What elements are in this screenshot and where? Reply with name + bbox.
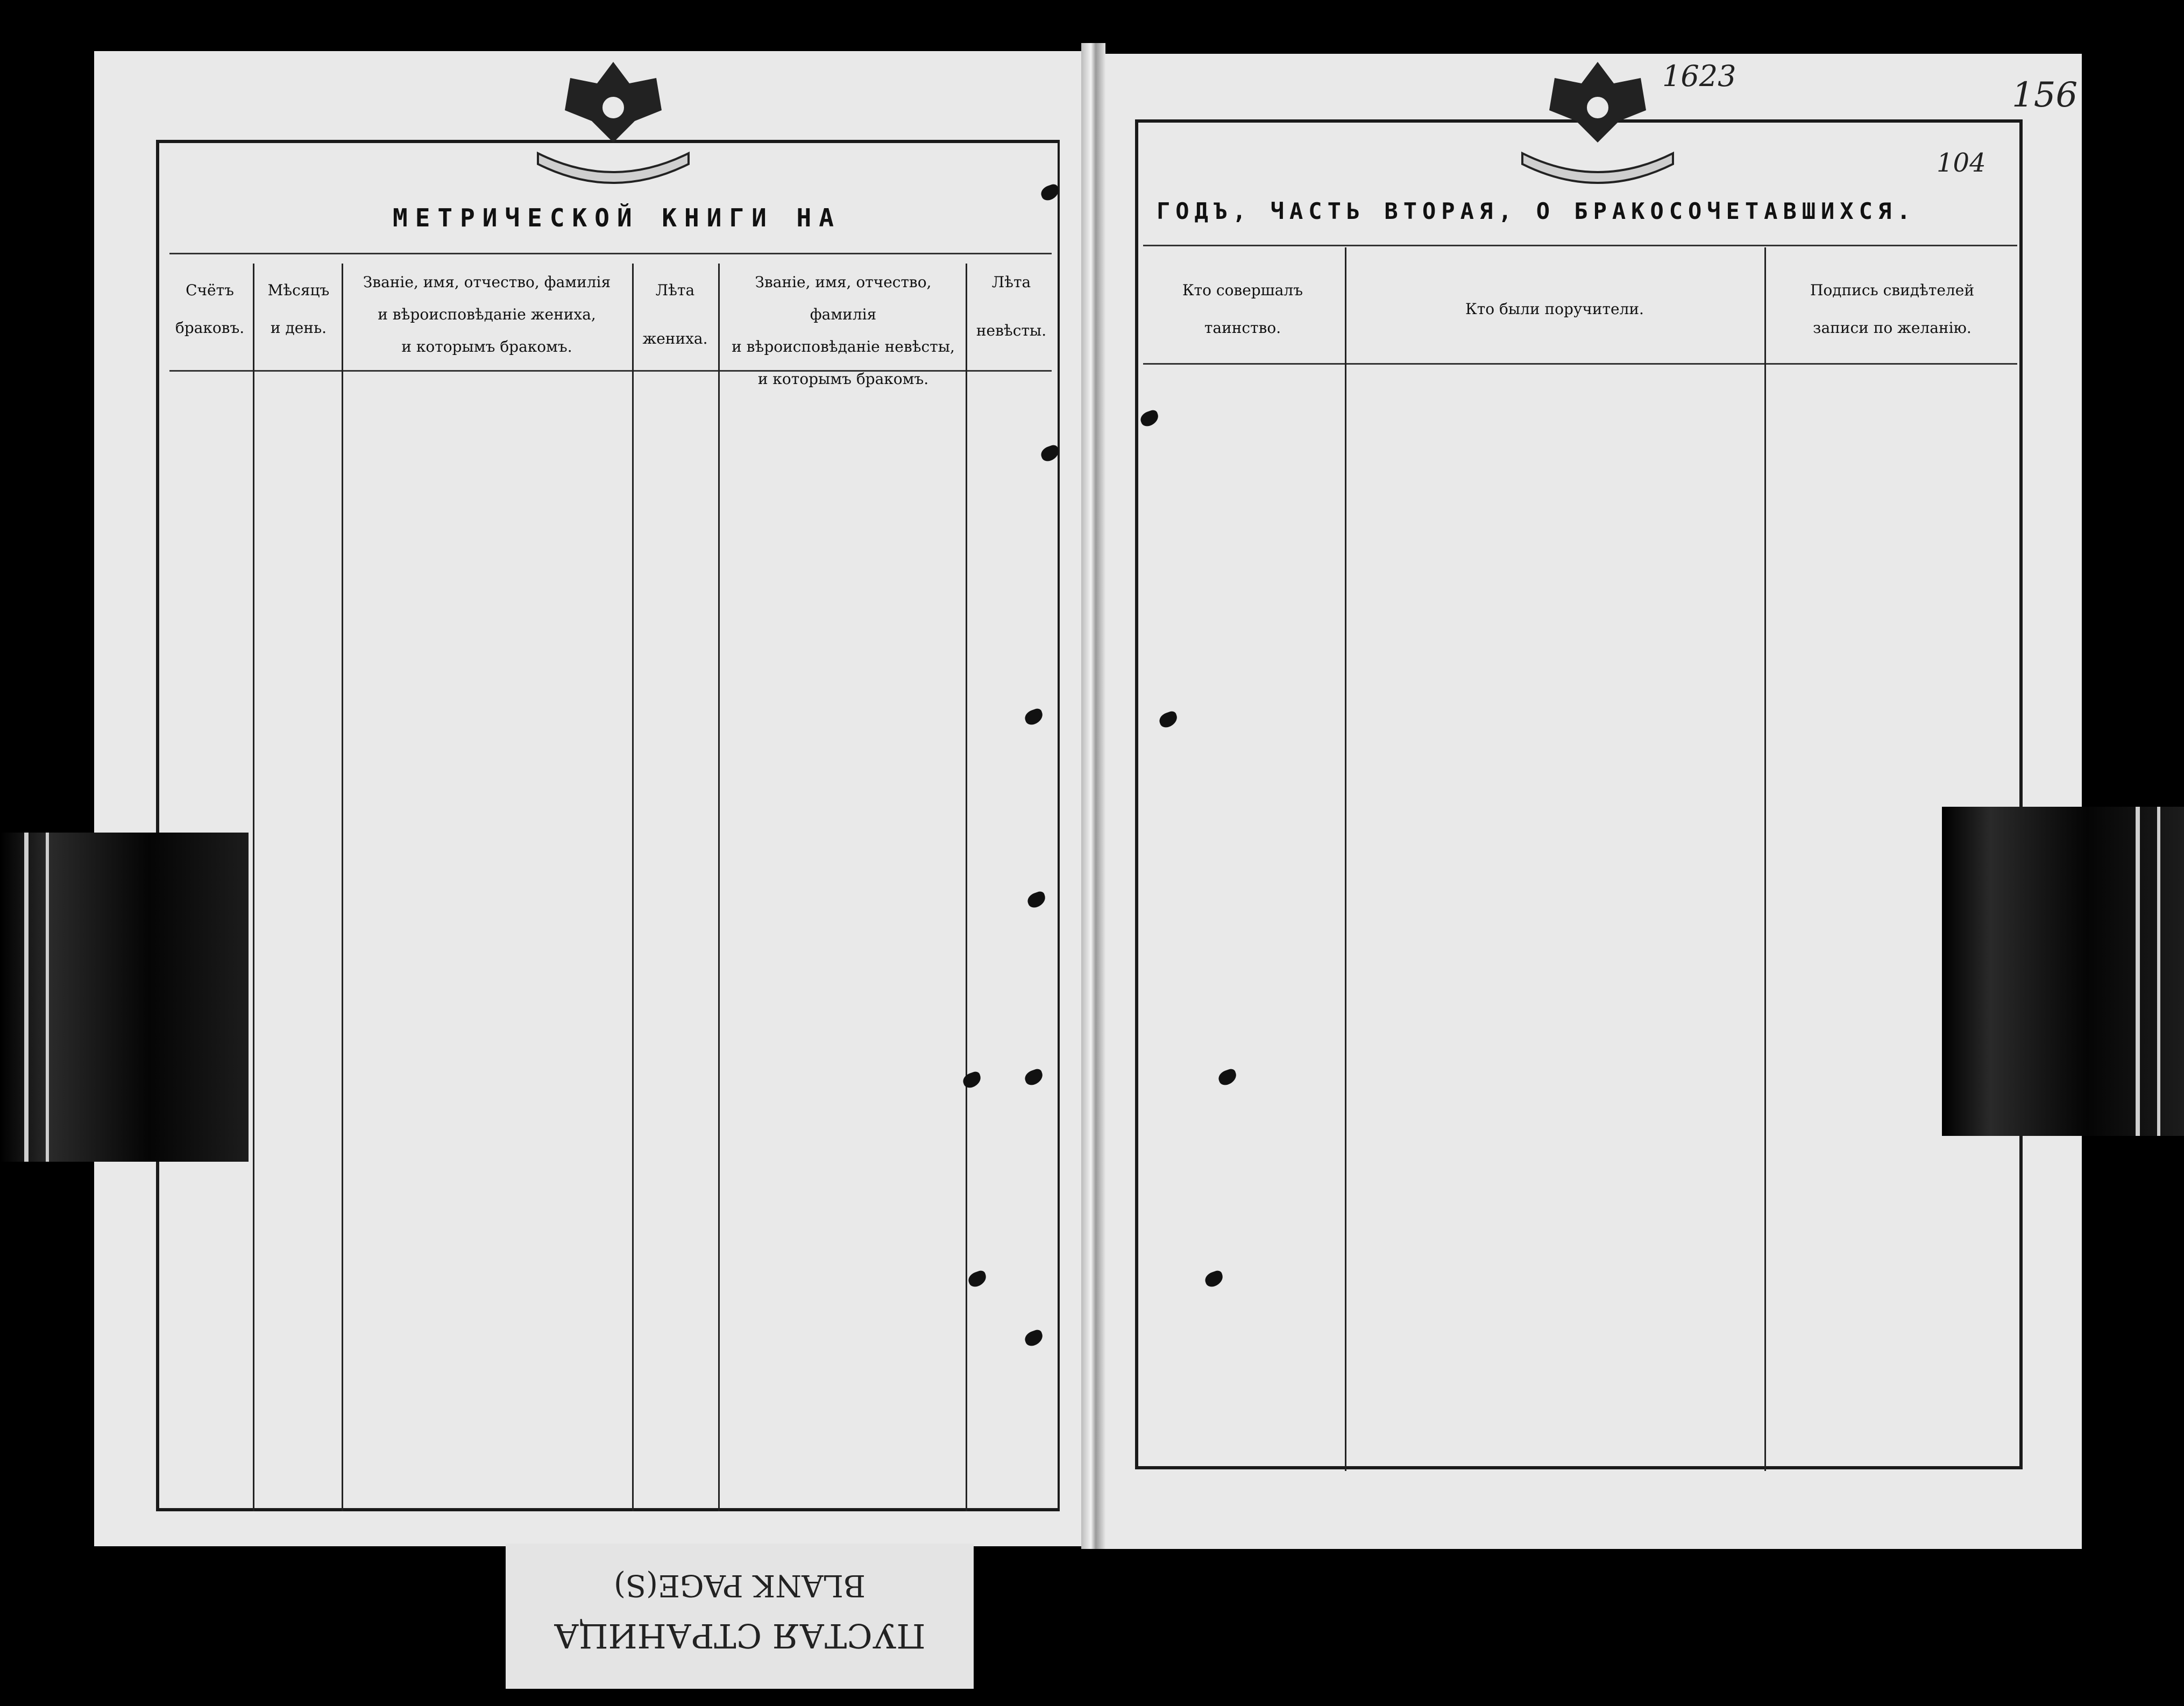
col-header-marriage-count: Счётъ браковъ. — [175, 281, 245, 337]
book-spine — [1081, 43, 1105, 1549]
left-col-divider — [253, 264, 254, 1511]
placard-line-english: BLANK PAGE(S) — [613, 1568, 866, 1603]
right-header-top-rule — [1143, 245, 2017, 246]
left-col-divider — [342, 264, 343, 1511]
right-header-bottom-rule — [1143, 363, 2017, 365]
col-header-groom-age: Лѣта жениха. — [642, 281, 708, 347]
archive-number: 1623 — [1662, 59, 1736, 93]
left-header-top-rule — [169, 253, 1052, 254]
col-header-groom-details: Званіе, имя, отчество, фамилія и вѣроисповѣданіе жениха, и которымъ бракомъ. — [363, 273, 611, 356]
left-col-divider — [632, 264, 634, 1511]
blank-page-placard — [506, 1544, 974, 1689]
right-col-divider — [1764, 247, 1766, 1471]
placard-line-russian: ПУСТАЯ СТРАНИЦА — [554, 1616, 926, 1655]
left-eagle-emblem — [516, 51, 710, 186]
col-header-bride-age: Лѣта невѣсты. — [976, 273, 1047, 339]
folio-number: 156 — [2012, 75, 2078, 115]
right-col-divider — [1345, 247, 1346, 1471]
right-page-title: ГОДЪ, ЧАСТЬ ВТОРАЯ, О БРАКОСОЧЕТАВШИХСЯ. — [1157, 198, 1916, 224]
col-header-bride-details: Званіе, имя, отчество, фамилія и вѣроисповѣданіе невѣсты, и которымъ бракомъ. — [732, 273, 955, 388]
left-col-divider — [718, 264, 720, 1511]
left-binding-clip — [0, 833, 249, 1162]
right-binding-clip — [1942, 807, 2184, 1136]
left-page-title: МЕТРИЧЕСКОЙ КНИГИ НА — [393, 203, 841, 232]
col-header-officiant: Кто совершалъ таинство. — [1182, 281, 1303, 337]
left-col-divider — [966, 264, 967, 1511]
col-header-witness-signature: Подпись свидѣтелей записи по желанію. — [1810, 281, 1974, 337]
page-number: 104 — [1937, 148, 1986, 178]
col-header-guarantors: Кто были поручители. — [1465, 300, 1644, 318]
col-header-month-day: Мѣсяцъ и день. — [267, 281, 330, 337]
